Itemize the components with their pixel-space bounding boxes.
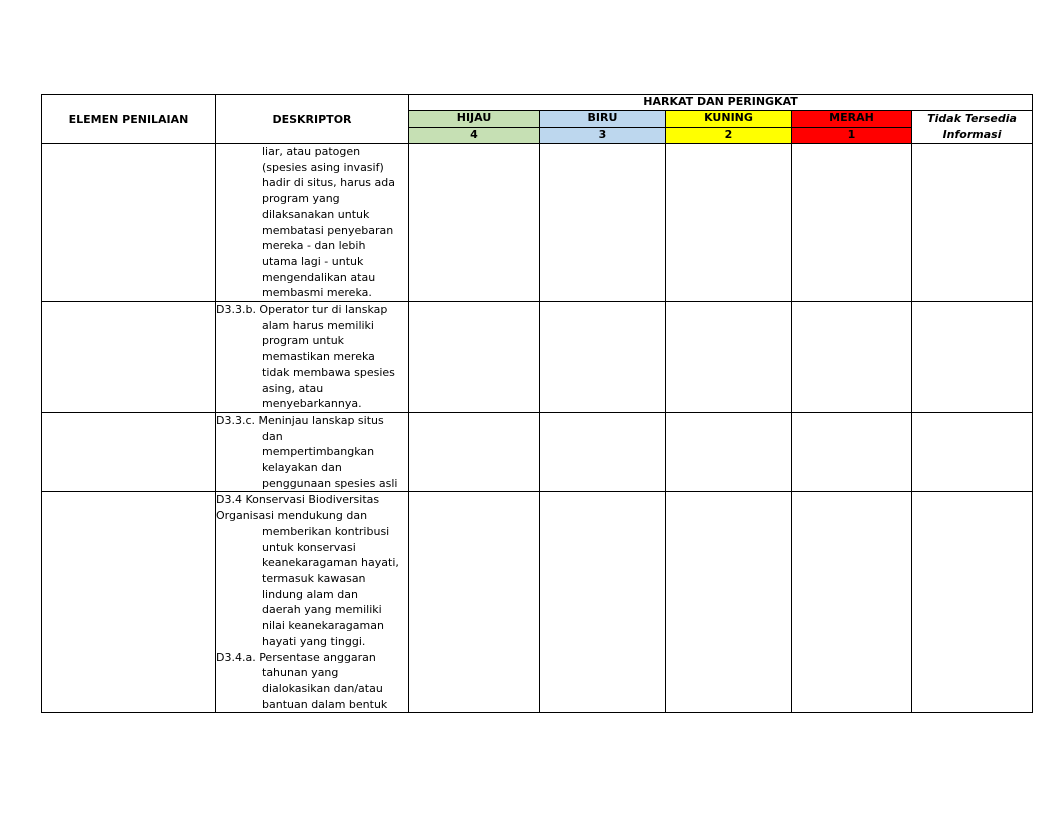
rating-cell bbox=[666, 412, 792, 492]
rating-cell bbox=[666, 302, 792, 413]
rating-cell bbox=[409, 412, 540, 492]
rating-cell bbox=[540, 412, 666, 492]
rating-cell bbox=[912, 492, 1033, 713]
rating-cell bbox=[666, 144, 792, 302]
rating-cell bbox=[792, 302, 912, 413]
rating-cell bbox=[666, 492, 792, 713]
rating-cell bbox=[912, 412, 1033, 492]
header-harkat: HARKAT DAN PERINGKAT bbox=[409, 95, 1033, 111]
descriptor-cell-d3-3-c: D3.3.c. Meninjau lanskap situs dan mempertimbangkan kelayakan dan penggunaan spesies asli bbox=[216, 412, 409, 492]
score-biru: 3 bbox=[540, 127, 666, 144]
header-deskriptor: DESKRIPTOR bbox=[216, 95, 409, 144]
descriptor-cell: liar, atau patogen (spesies asing invasif) hadir di situs, harus ada program yang dilaksanakan untuk membatasi penyebaran mereka - dan lebih utama lagi - untuk mengendalikan atau membasmi mereka. bbox=[216, 144, 409, 302]
score-kuning: 2 bbox=[666, 127, 792, 144]
elemen-cell bbox=[42, 412, 216, 492]
score-merah: 1 bbox=[792, 127, 912, 144]
tidak-line1: Tidak Tersedia bbox=[927, 112, 1017, 125]
assessment-table bbox=[41, 94, 1033, 713]
level-hijau: HIJAU bbox=[409, 111, 540, 128]
rating-cell bbox=[912, 302, 1033, 413]
rating-cell bbox=[409, 144, 540, 302]
header-tidak-tersedia bbox=[912, 111, 1033, 144]
elemen-cell bbox=[42, 144, 216, 302]
rating-cell bbox=[540, 144, 666, 302]
elemen-cell bbox=[42, 492, 216, 713]
rating-cell bbox=[912, 144, 1033, 302]
rating-cell bbox=[540, 492, 666, 713]
descriptor-cell-d3-3-b: D3.3.b. Operator tur di lanskap alam harus memiliki program untuk memastikan mereka tidak membawa spesies asing, atau menyebarkannya. bbox=[216, 302, 409, 413]
rating-cell bbox=[792, 492, 912, 713]
elemen-cell bbox=[42, 302, 216, 413]
rating-cell bbox=[540, 302, 666, 413]
rating-cell bbox=[792, 412, 912, 492]
score-hijau: 4 bbox=[409, 127, 540, 144]
level-biru: BIRU bbox=[540, 111, 666, 128]
level-merah: MERAH bbox=[792, 111, 912, 128]
rating-cell bbox=[792, 144, 912, 302]
descriptor-cell-d3-4: D3.4 Konservasi Biodiversitas Organisasi mendukung dan memberikan kontribusi untuk konservasi keanekaragaman hayati, termasuk kawasan lindung alam dan daerah yang memiliki nilai keanekaragaman hayati yang tinggi. D3.4.a. Persentase anggaran tahunan yang dialokasikan dan/atau bantuan dalam bentuk bbox=[216, 492, 409, 713]
header-elemen: ELEMEN PENILAIAN bbox=[42, 95, 216, 144]
rating-cell bbox=[409, 492, 540, 713]
level-kuning: KUNING bbox=[666, 111, 792, 128]
rating-cell bbox=[409, 302, 540, 413]
tidak-line2: Informasi bbox=[942, 128, 1002, 141]
